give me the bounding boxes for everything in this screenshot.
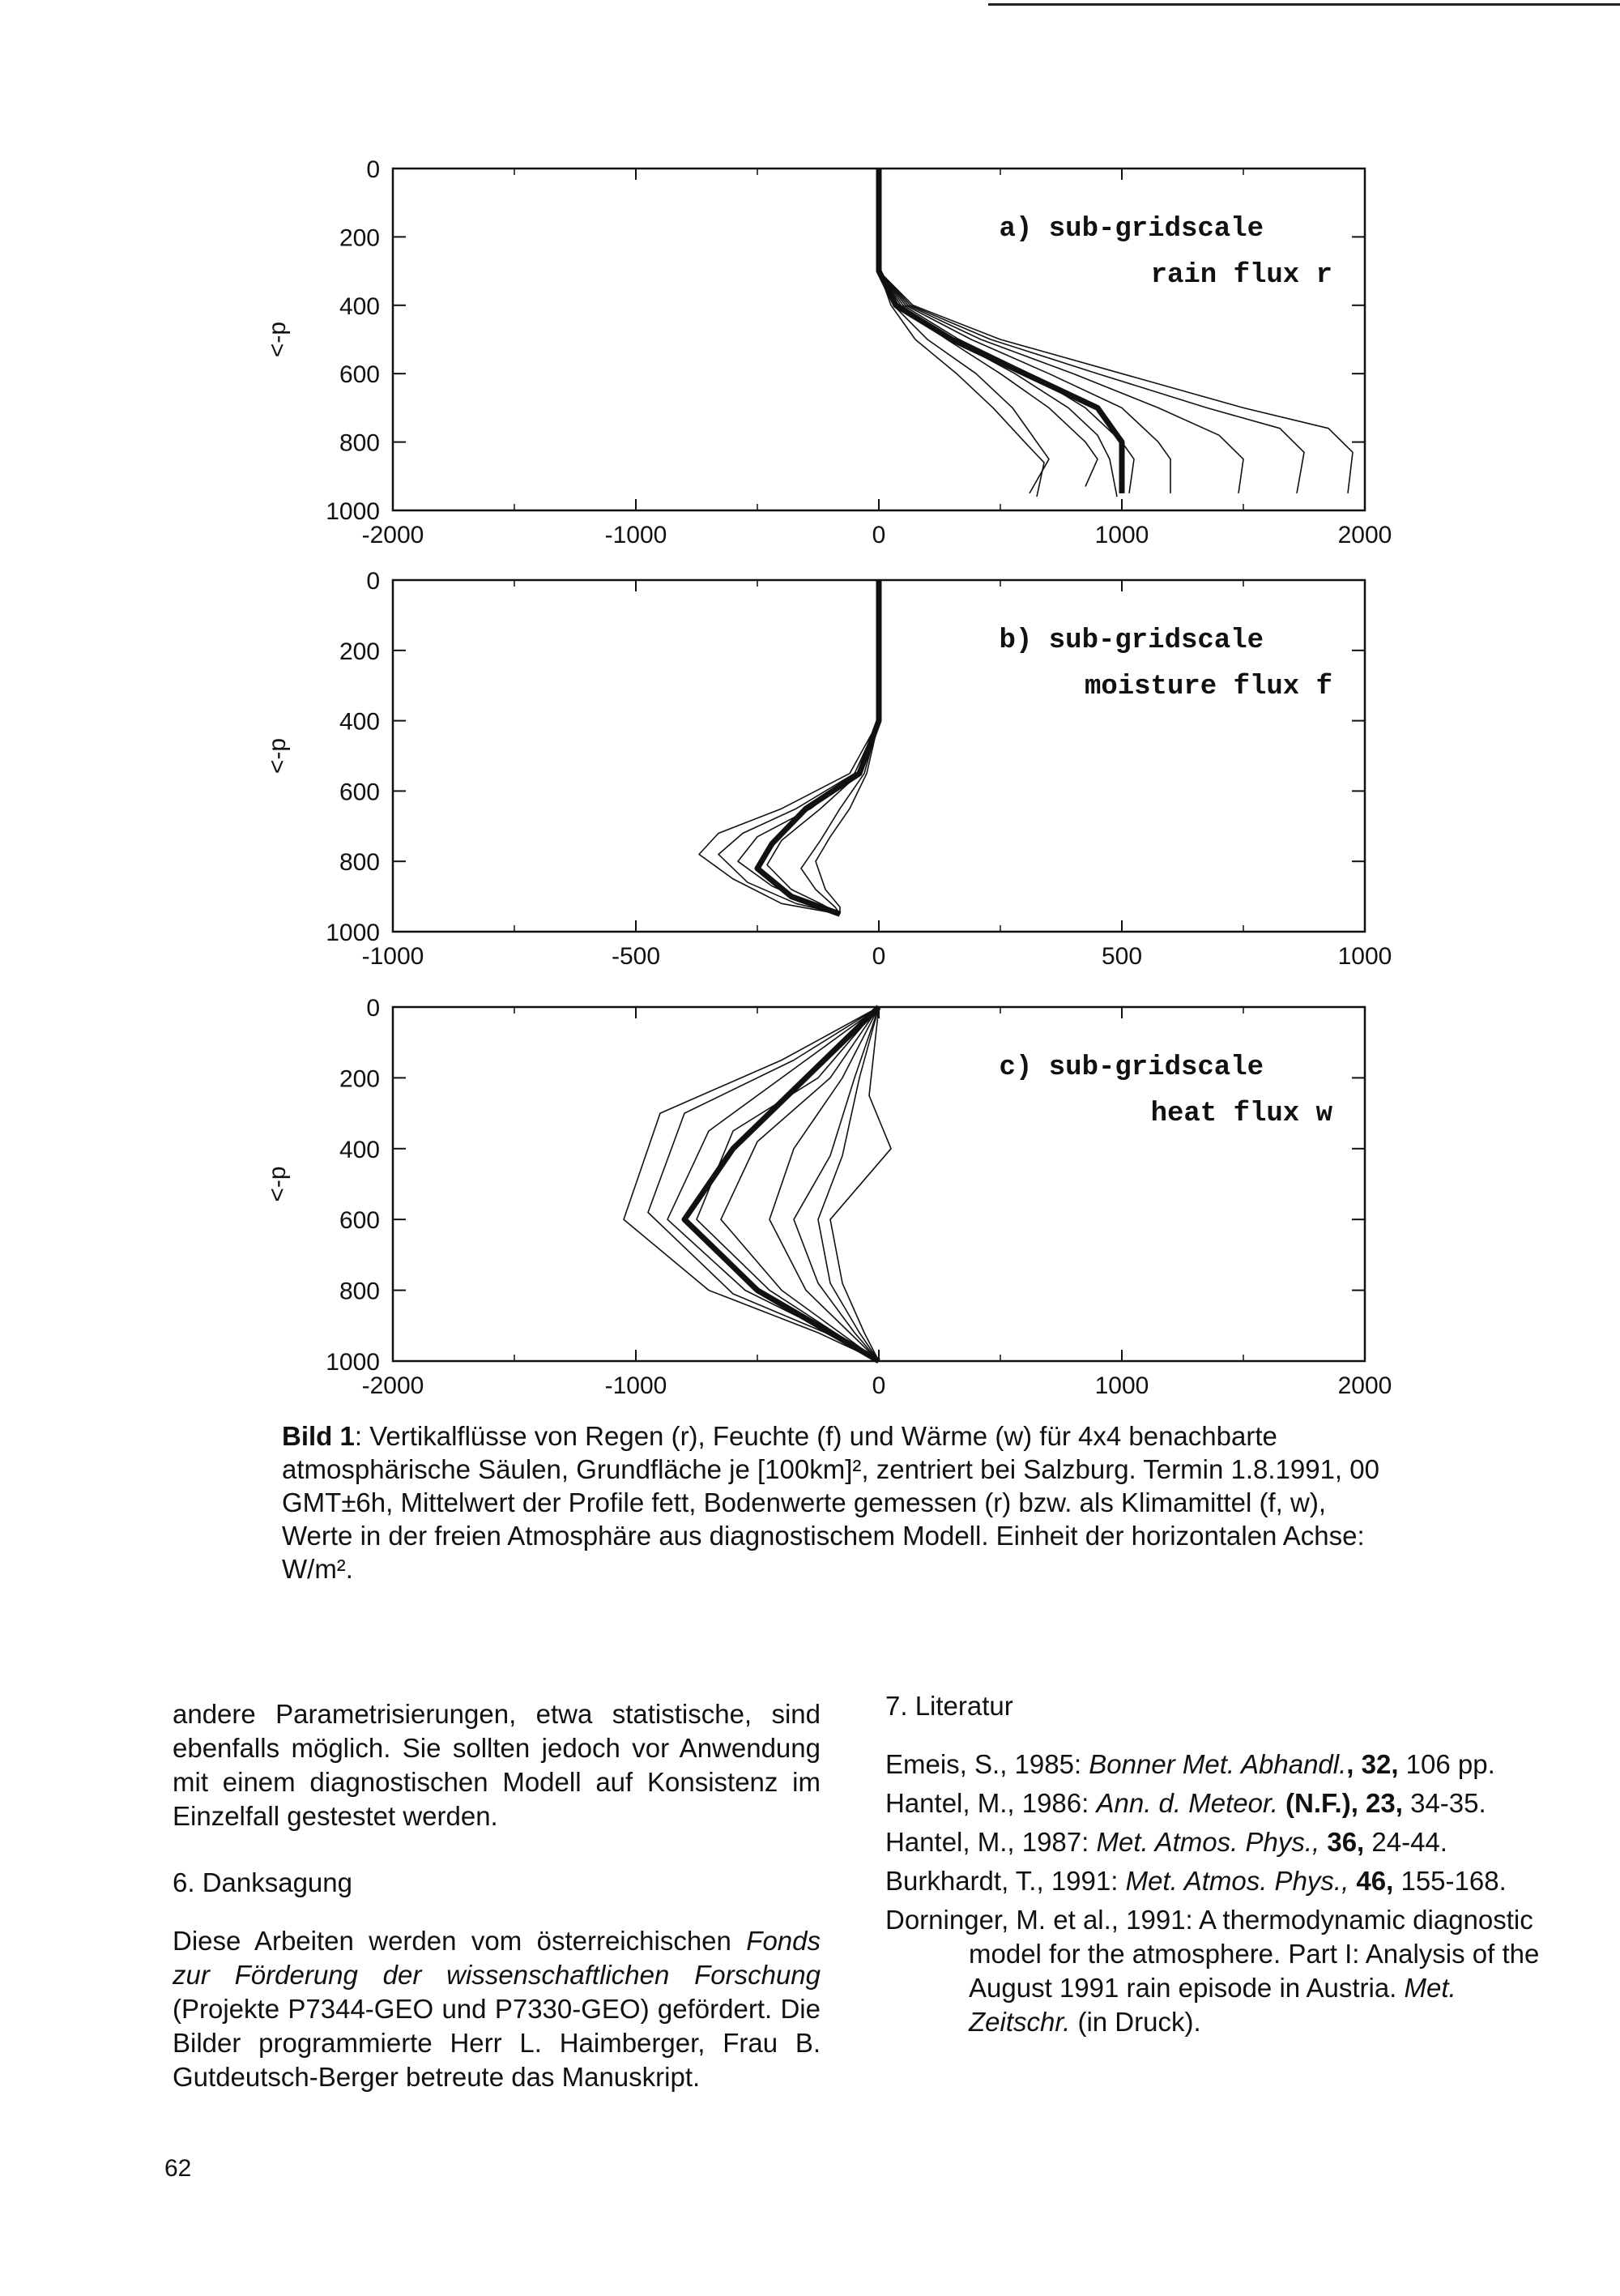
- heading-danksagung: 6. Danksagung: [173, 1867, 352, 1897]
- reference-volume: , 32,: [1346, 1749, 1399, 1779]
- y-tick-label: 1000: [326, 1349, 380, 1376]
- y-axis-label: <-p: [264, 321, 291, 358]
- x-tick-label: -1000: [361, 943, 424, 970]
- profile-line: [699, 721, 879, 915]
- x-tick-label: 2000: [1337, 1372, 1392, 1399]
- paragraph-danksagung: [173, 1924, 821, 2094]
- y-tick-label: 1000: [326, 498, 380, 525]
- right-column: [885, 1689, 1550, 2044]
- profile-line: [667, 1007, 879, 1361]
- y-axis-label: <-p: [264, 737, 291, 775]
- page-number: 62: [164, 2155, 192, 2182]
- y-tick-label: 600: [339, 1207, 380, 1235]
- reference-item: [885, 1825, 1550, 1859]
- reference-list: [885, 1748, 1550, 2039]
- y-tick-label: 400: [339, 708, 380, 736]
- caption-text: : Vertikalflüsse von Regen (r), Feuchte (f) und Wärme (w) für 4x4 benachbarte atmosphärische Säulen, Grundfläche je [100km]², zentriert bei Salzburg. Termin 1.8.1991, 00 GMT±6h, Mittelwert der Profile fett, Bodenwerte gemessen (r) bzw. als Klimamittel (f, w), Werte in der freien Atmosphäre aus diagnostischem Modell. Einheit der horizontalen Achse: W/m².: [282, 1421, 1379, 1584]
- x-tick-label: 2000: [1337, 522, 1392, 548]
- x-tick-label: 0: [872, 943, 886, 970]
- panel-label-title: c) sub-gridscale: [999, 1052, 1264, 1083]
- reference-author: Hantel, M., 1987:: [885, 1827, 1097, 1857]
- y-tick-label: 200: [339, 638, 380, 665]
- y-tick-label: 1000: [326, 920, 380, 946]
- profile-line: [879, 271, 1243, 493]
- y-tick-label: 600: [339, 779, 380, 806]
- x-tick-label: -1000: [604, 1372, 667, 1399]
- reference-item: [885, 1903, 1550, 2039]
- x-tick-label: 1000: [1094, 522, 1149, 548]
- profile-line: [624, 1007, 879, 1361]
- profile-line: [879, 271, 1353, 493]
- y-tick-label: 400: [339, 1136, 380, 1163]
- panel-label-title: a) sub-gridscale: [999, 214, 1264, 245]
- x-tick-label: -500: [611, 943, 661, 970]
- heading-literatur: 7. Literatur: [885, 1691, 1013, 1721]
- reference-volume: 36,: [1319, 1827, 1365, 1857]
- y-tick-label: 600: [339, 361, 380, 389]
- reference-pages: 24-44.: [1364, 1827, 1447, 1857]
- x-tick-label: 500: [1101, 943, 1143, 970]
- reference-pages: 106 pp.: [1398, 1749, 1495, 1779]
- x-tick-label: -1000: [604, 522, 667, 548]
- y-tick-label: 800: [339, 429, 380, 457]
- reference-journal: Met. Atmos. Phys.,: [1096, 1827, 1320, 1857]
- reference-pages: (in Druck).: [1070, 2007, 1201, 2037]
- y-tick-label: 0: [366, 568, 380, 595]
- reference-journal: Ann. d. Meteor.: [1096, 1788, 1278, 1818]
- reference-pages: 155-168.: [1393, 1866, 1507, 1896]
- profile-line: [721, 1007, 879, 1361]
- danksagung-text-post: (Projekte P7344-GEO und P7330-GEO) gefördert. Die Bilder programmierte Herr L. Haimberger, Frau B. Gutdeutsch-Berger betreute das Manuskript.: [173, 1994, 821, 2092]
- reference-journal: Met. Atmos. Phys.,: [1125, 1866, 1349, 1896]
- caption-label: Bild 1: [282, 1421, 355, 1451]
- y-axis-label: <-p: [264, 1166, 291, 1202]
- reference-pages: 34-35.: [1402, 1788, 1486, 1818]
- reference-item: [885, 1748, 1550, 1782]
- panel-label-variable: moisture flux f: [1084, 672, 1332, 702]
- profile-line: [879, 271, 1304, 493]
- x-tick-label: 0: [872, 522, 886, 548]
- profile-line: [879, 271, 1117, 497]
- y-tick-label: 200: [339, 224, 380, 252]
- x-tick-label: 1000: [1094, 1372, 1149, 1399]
- reference-author: Dorninger, M. et al., 1991: A thermodynamic diagnostic model for the atmosphere. Part I: Analysis of the August 1991 rain episode in Austria.: [885, 1905, 1540, 2003]
- y-tick-label: 800: [339, 1278, 380, 1305]
- mean-profile-line: [757, 580, 879, 914]
- danksagung-text-pre: Diese Arbeiten werden vom österreichischen: [173, 1926, 747, 1956]
- panel-label-title: b) sub-gridscale: [999, 625, 1264, 656]
- x-tick-label: -2000: [361, 1372, 424, 1399]
- danksagung-fund-name: Fonds zur Förderung der wissenschaftlichen Forschung: [173, 1926, 821, 1990]
- y-tick-label: 0: [366, 995, 380, 1022]
- x-tick-label: -2000: [361, 522, 424, 548]
- paragraph-intro: andere Parametrisierungen, etwa statistische, sind ebenfalls möglich. Sie sollten jedoch vor Anwendung mit einem diagnostischen Modell auf Konsistenz im Einzelfall gestestet werden.: [173, 1699, 821, 1831]
- reference-volume: (N.F.), 23,: [1277, 1788, 1403, 1818]
- reference-author: Burkhardt, T., 1991:: [885, 1866, 1126, 1896]
- reference-journal: Met. Zeitschr.: [969, 1973, 1456, 2037]
- panel-label-variable: heat flux w: [1150, 1099, 1332, 1129]
- reference-journal: Bonner Met. Abhandl.: [1089, 1749, 1347, 1779]
- y-tick-label: 800: [339, 849, 380, 877]
- y-tick-label: 0: [366, 156, 380, 183]
- y-tick-label: 400: [339, 292, 380, 320]
- x-tick-label: 1000: [1337, 943, 1392, 970]
- reference-author: Hantel, M., 1986:: [885, 1788, 1097, 1818]
- reference-item: [885, 1864, 1550, 1898]
- reference-item: [885, 1786, 1550, 1820]
- x-tick-label: 0: [872, 1372, 886, 1399]
- left-column: [173, 1697, 821, 2094]
- reference-volume: 46,: [1349, 1866, 1394, 1896]
- y-tick-label: 200: [339, 1065, 380, 1093]
- figure-caption: [282, 1419, 1383, 1585]
- reference-author: Emeis, S., 1985:: [885, 1749, 1089, 1779]
- panel-label-variable: rain flux r: [1150, 260, 1332, 291]
